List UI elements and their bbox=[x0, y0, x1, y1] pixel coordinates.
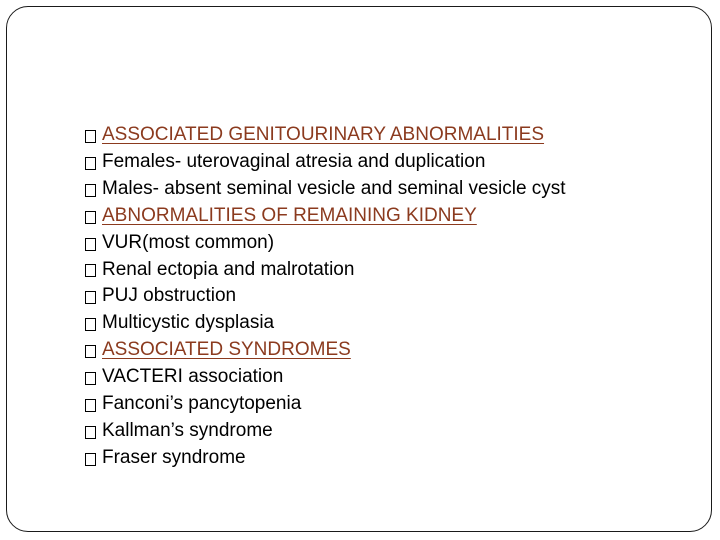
bullet-text: Fraser syndrome bbox=[102, 446, 246, 468]
bullet-text: PUJ obstruction bbox=[102, 285, 237, 307]
bullet-text: Fanconi’s pancytopenia bbox=[102, 393, 302, 415]
section-heading: ASSOCIATED SYNDROMES bbox=[102, 339, 351, 361]
bullet-text: Males- absent seminal vesicle and seminal vesicle cyst bbox=[102, 177, 566, 199]
list-item bbox=[85, 122, 566, 149]
bullet-square-icon bbox=[85, 372, 96, 385]
list-item bbox=[85, 149, 566, 176]
list-item bbox=[85, 230, 566, 257]
bullet-text: Females- uterovaginal atresia and duplication bbox=[102, 150, 486, 172]
list-item bbox=[85, 364, 566, 391]
list-item bbox=[85, 391, 566, 418]
bullet-square-icon bbox=[85, 291, 96, 304]
bullet-text: Renal ectopia and malrotation bbox=[102, 258, 355, 280]
bullet-square-icon bbox=[85, 238, 96, 251]
bullet-square-icon bbox=[85, 184, 96, 197]
list-item bbox=[85, 176, 566, 203]
list-item bbox=[85, 337, 566, 364]
bullet-square-icon bbox=[85, 399, 96, 412]
bullet-square-icon bbox=[85, 157, 96, 170]
list-item bbox=[85, 418, 566, 445]
bullet-square-icon bbox=[85, 453, 96, 466]
list-item bbox=[85, 203, 566, 230]
list-item bbox=[85, 283, 566, 310]
bullet-square-icon bbox=[85, 345, 96, 358]
list-item bbox=[85, 257, 566, 284]
bullet-square-icon bbox=[85, 426, 96, 439]
bullet-square-icon bbox=[85, 130, 96, 143]
bullet-text: VACTERI association bbox=[102, 366, 284, 388]
bullet-square-icon bbox=[85, 264, 96, 277]
list-item bbox=[85, 310, 566, 337]
bullet-list bbox=[85, 122, 566, 472]
slide-frame bbox=[6, 6, 712, 532]
bullet-text: VUR(most common) bbox=[102, 231, 275, 253]
section-heading: ABNORMALITIES OF REMAINING KIDNEY bbox=[102, 204, 477, 226]
bullet-square-icon bbox=[85, 318, 96, 331]
bullet-square-icon bbox=[85, 211, 96, 224]
section-heading: ASSOCIATED GENITOURINARY ABNORMALITIES bbox=[102, 124, 545, 145]
bullet-text: Multicystic dysplasia bbox=[102, 312, 275, 334]
list-item bbox=[85, 445, 566, 472]
bullet-text: Kallman’s syndrome bbox=[102, 419, 273, 441]
